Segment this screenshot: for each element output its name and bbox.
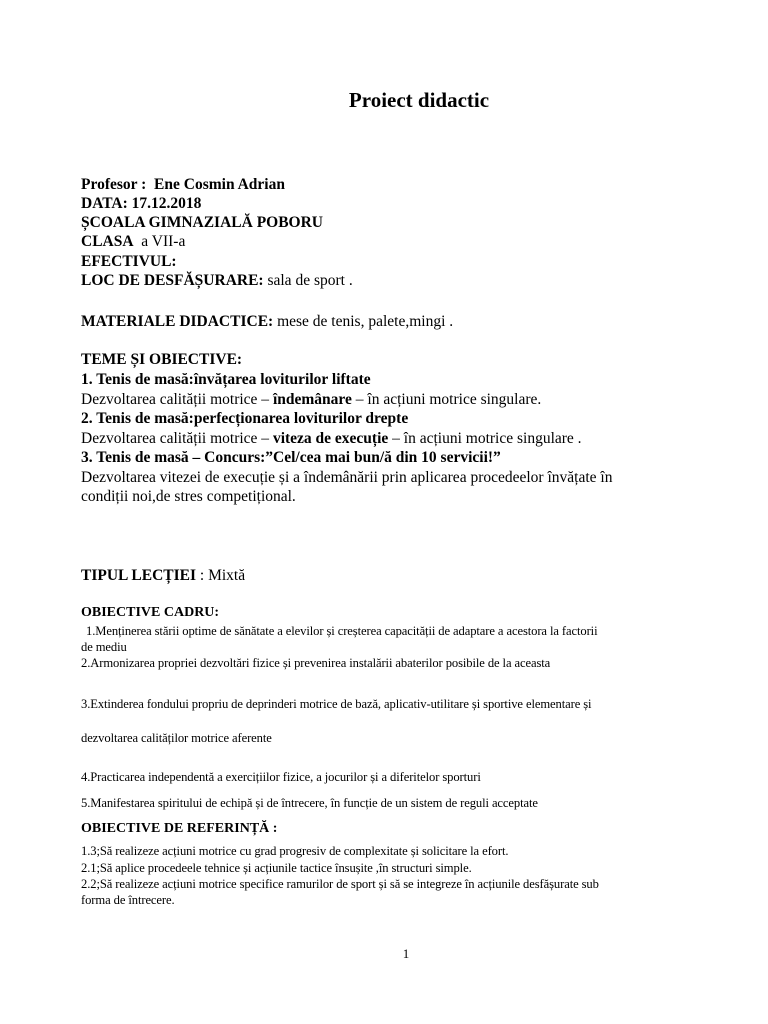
loc-value: sala de sport . [267, 272, 353, 289]
obiectiv-referinta-3-line-2: forma de întrecere. [81, 893, 175, 907]
obiectiv-cadru-2: 2.Armonizarea propriei dezvoltări fizice și prevenirea instalării abaterilor posibile de la aceasta [81, 656, 551, 670]
loc-label: LOC DE DESFĂȘURARE: [81, 272, 264, 289]
profesor-label: Profesor : [81, 176, 147, 193]
obiectiv-cadru-3-line-1: 3.Extinderea fondului propriu de deprinderi motrice de bază, aplicativ-utilitare și sportive elementare și [81, 697, 592, 711]
obiectiv-cadru-4: 4.Practicarea independentă a exercițiilor fizice, a jocurilor și a diferitelor sporturi [81, 770, 481, 784]
data-line [81, 195, 201, 213]
obiectiv-cadru-1-line-1: 1.Menținerea stării optime de sănătate a elevilor și creșterea capacității de adaptare a acestora la factorii [86, 624, 598, 638]
tema-1-desc [81, 391, 541, 409]
materiale-line [81, 313, 453, 331]
loc-line [81, 272, 353, 290]
obiectiv-referinta-2: 2.1;Să aplice procedeele tehnice și acțiunile tactice însușite ,în structuri simple. [81, 861, 472, 875]
tema-2-desc [81, 430, 582, 448]
data-value: : 17.12.2018 [122, 195, 202, 212]
tema-1-title: 1. Tenis de masă:învățarea loviturilor liftate [81, 371, 371, 388]
tema-1-desc-pre: Dezvoltarea calității motrice – [81, 391, 270, 408]
page-number: 1 [402, 946, 410, 961]
obiective-referinta-heading: OBIECTIVE DE REFERINȚĂ : [81, 821, 278, 836]
materiale-label: MATERIALE DIDACTICE: [81, 313, 274, 330]
tipul-lectiei-label: TIPUL LECȚIEI [81, 567, 197, 584]
obiectiv-referinta-3-line-1: 2.2;Să realizeze acțiuni motrice specifice ramurilor de sport și să se integreze în acțiunile desfășurate sub [81, 877, 599, 891]
obiective-cadru-heading: OBIECTIVE CADRU: [81, 605, 220, 620]
tema-3-title: 3. Tenis de masă – Concurs:”Cel/cea mai bun/ă din 10 servicii!” [81, 449, 501, 466]
scoala-line: ȘCOALA GIMNAZIALĂ POBORU [81, 214, 323, 231]
data-label: DATA [81, 195, 123, 212]
profesor-line [81, 176, 285, 194]
profesor-value: Ene Cosmin Adrian [154, 176, 285, 193]
tema-1-desc-bold: îndemânare [272, 391, 352, 408]
obiectiv-cadru-5: 5.Manifestarea spiritului de echipă și de întrecere, în funcție de un sistem de reguli acceptate [81, 796, 538, 810]
tema-2-title: 2. Tenis de masă:perfecționarea loviturilor drepte [81, 410, 409, 427]
tipul-lectiei-value: : Mixtă [199, 567, 246, 584]
clasa-line [81, 233, 185, 251]
tema-1-desc-post: – în acțiuni motrice singulare. [355, 391, 542, 408]
teme-heading: TEME ȘI OBIECTIVE: [81, 351, 243, 368]
efectivul-line: EFECTIVUL: [81, 253, 177, 270]
tipul-lectiei-line [81, 567, 245, 585]
tema-2-desc-bold: viteza de execuție [272, 430, 389, 447]
clasa-value: a VII-a [141, 233, 186, 250]
tema-3-desc-line-2: condiții noi,de stres competițional. [81, 488, 296, 505]
obiectiv-cadru-1-line-2: de mediu [81, 640, 127, 654]
obiectiv-cadru-3-line-2: dezvoltarea calităților motrice aferente [81, 731, 272, 745]
tema-3-desc-line-1: Dezvoltarea vitezei de execuție și a îndemânării prin aplicarea procedeelor învățate în [81, 469, 613, 486]
tema-2-desc-pre: Dezvoltarea calității motrice – [81, 430, 270, 447]
clasa-label: CLASA [81, 233, 134, 250]
obiectiv-referinta-1: 1.3;Să realizeze acțiuni motrice cu grad progresiv de complexitate și solicitare la efort. [81, 844, 509, 858]
materiale-value: mese de tenis, palete,mingi . [277, 313, 454, 330]
tema-2-desc-post: – în acțiuni motrice singulare . [392, 430, 582, 447]
document-title: Proiect didactic [348, 88, 490, 112]
